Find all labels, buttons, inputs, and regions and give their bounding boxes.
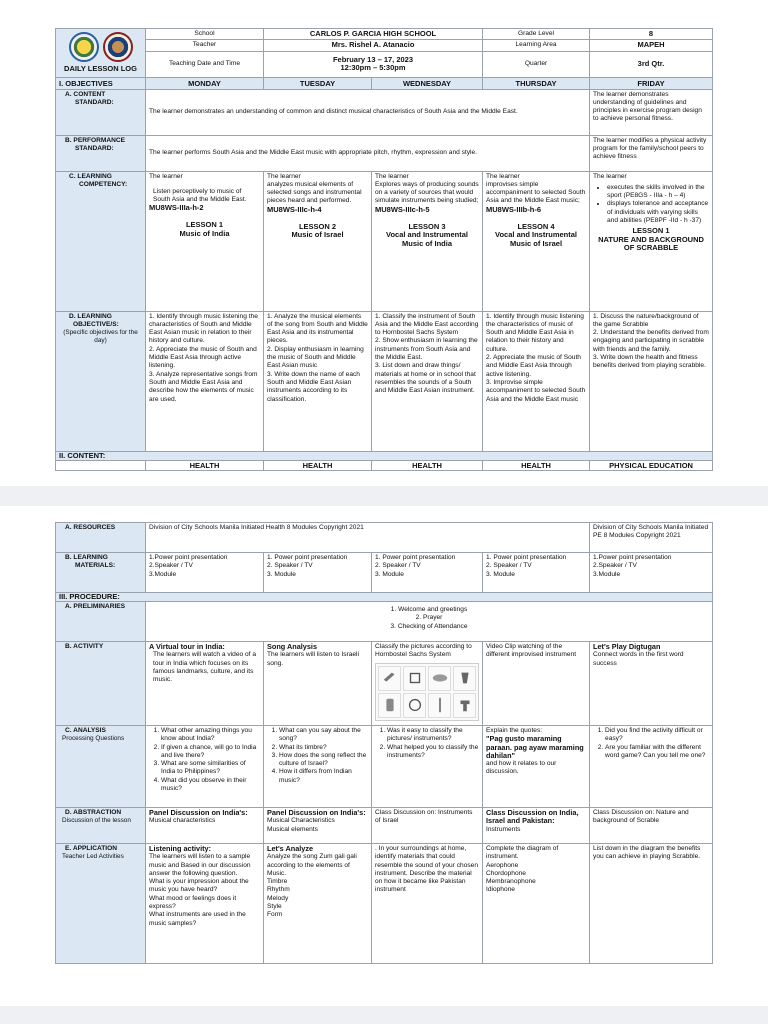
performance-standard-label: B. PERFORMANCE STANDARD: [56, 135, 146, 171]
application-tuesday: Let's Analyze Analyze the song Zum gali gali according to the elements of Music. Timbre Rhythm Melody Style Form [264, 844, 372, 964]
grade-label: Grade Level [483, 29, 590, 40]
instrument-picture [428, 666, 451, 691]
day-monday: MONDAY [146, 77, 264, 89]
materials-label: B. LEARNING MATERIALS: [56, 553, 146, 593]
day-wednesday: WEDNESDAY [372, 77, 483, 89]
application-friday: List down in the diagram the benefits you can achieve in playing Scrabble. [590, 844, 713, 964]
competency-tuesday: The learner analyzes musical elements of selected songs and instrumental pieces heard and performed. MU8WS-IIIc-h-4 LESSON 2 Music of Israel [264, 171, 372, 311]
dll-table-bottom [55, 522, 713, 964]
logo-cell [56, 29, 146, 78]
instrument-pictures [375, 663, 479, 721]
resources-text: Division of City Schools Manila Initiated Health 8 Modules Copyright 2021 [146, 523, 590, 553]
subject-monday: HEALTH [146, 460, 264, 470]
area-value: MAPEH [590, 40, 713, 51]
materials-monday: 1.Power point presentation 2.Speaker / TV 3.Module [146, 553, 264, 593]
page-gap [0, 486, 768, 506]
resources-label: A. RESOURCES [56, 523, 146, 553]
content-standard-friday: The learner demonstrates understanding of guidelines and principles in exercise program design to achieve personal fitness. [590, 89, 713, 135]
activity-tuesday: Song Analysis The learners will listen to Israeli song. [264, 642, 372, 726]
page-1 [0, 0, 768, 486]
analysis-friday: 1. Did you find the activity difficult or easy? 2. Are you familiar with the different word game? Can you tell me one? [590, 726, 713, 808]
content-standard-text: The learner demonstrates an understanding of common and distinct musical characteristics of South Asia and the Middle East. [146, 89, 590, 135]
instrument-picture [378, 693, 401, 718]
materials-friday: 1.Power point presentation 2.Speaker / TV 3.Module [590, 553, 713, 593]
division-seal-logo [69, 32, 99, 62]
page-bottom-gap [0, 1006, 768, 1024]
application-monday: Listening activity: The learners will listen to a sample music and Based in our discussion answer the following question. What is your impression about the music you have heard? What mood or feelings does it express? What instruments are used in the music samples? [146, 844, 264, 964]
performance-standard-text: The learner performs South Asia and the Middle East music with appropriate pitch, rhythm, expression and style. [146, 135, 590, 171]
performance-standard-friday: The learner modifies a physical activity program for the family/school peers to achieve fitness [590, 135, 713, 171]
content-standard-label: A. CONTENT STANDARD: [56, 89, 146, 135]
procedure-heading: III. PROCEDURE: [56, 593, 713, 602]
abstraction-label: D. ABSTRACTION Discussion of the lesson [56, 808, 146, 844]
area-label: Learning Area [483, 40, 590, 51]
abstraction-thursday: Class Discussion on India, Israel and Pakistan: Instruments [483, 808, 590, 844]
abstraction-monday: Panel Discussion on India's: Musical characteristics [146, 808, 264, 844]
objectives-heading: I. OBJECTIVES [56, 77, 146, 89]
competency-wednesday: The learner Explores ways of producing sounds on a variety of sources that would simulate instruments being studied; MU8WS-IIIc-h-5 LESSON 3 Vocal and Instrumental Music of India [372, 171, 483, 311]
objectives-wednesday: 1. Classify the instrument of South Asia and the Middle East according to Hornbostel Sachs System 2. Show enthusiasm in learning the instruments from South Asia and the Middle East. 3. List down and draw things/ materials at home or in school that resembles the sounds of a South and Middle East Asian instrument. [372, 311, 483, 451]
page-2 [0, 506, 768, 1006]
abstraction-wednesday: Class Discussion on: Instruments of Israel [372, 808, 483, 844]
instrument-picture [453, 693, 476, 718]
competency-thursday: The learner improvises simple accompaniment to selected South Asia and the Middle East music; MU8WS-IIIb-h-6 LESSON 4 Vocal and Instrumental Music of Israel [483, 171, 590, 311]
resources-friday: Division of City Schools Manila Initiated PE 8 Modules Copyright 2021 [590, 523, 713, 553]
school-seal-logo [103, 32, 133, 62]
quarter-label: Quarter [483, 51, 590, 77]
subject-friday: PHYSICAL EDUCATION [590, 460, 713, 470]
preliminaries-text: 1. Welcome and greetings 2. Prayer 3. Checking of Attendance [146, 602, 713, 642]
teacher-name: Mrs. Rishel A. Atanacio [264, 40, 483, 51]
day-thursday: THURSDAY [483, 77, 590, 89]
competency-friday: The learner • executes the skills involved in the sport (PE8GS - IIIa - h – 4) • displays tolerance and acceptance of individuals with varying skills and abilities (PE8PF -IId - h -37) LESSON 1 NATURE AND BACKGROUND OF SCRABBLE [590, 171, 713, 311]
analysis-thursday: Explain the quotes: "Pag gusto maraming paraan. pag ayaw maraming dahilan" and how it relates to our discussion. [483, 726, 590, 808]
instrument-picture [378, 666, 401, 691]
activity-label: B. ACTIVITY [56, 642, 146, 726]
instrument-picture [403, 666, 426, 691]
date-value: February 13 – 17, 2023 12:30pm – 5:30pm [264, 51, 483, 77]
objectives-tuesday: 1. Analyze the musical elements of the song from South and Middle East Asia and its instrumental pieces. 2. Display enthusiasm in learning the music of South and Middle East Asian music 3. Write down the name of each South and Middle East Asian instruments according to its classification. [264, 311, 372, 451]
application-label: E. APPLICATION Teacher Led Activities [56, 844, 146, 964]
abstraction-tuesday: Panel Discussion on India's: Musical Characteristics Musical elements [264, 808, 372, 844]
dll-table-top [55, 28, 713, 471]
quarter-value: 3rd Qtr. [590, 51, 713, 77]
day-tuesday: TUESDAY [264, 77, 372, 89]
teacher-label: Teacher [146, 40, 264, 51]
subject-thursday: HEALTH [483, 460, 590, 470]
instrument-picture [403, 693, 426, 718]
day-friday: FRIDAY [590, 77, 713, 89]
objectives-friday: 1. Discuss the nature/background of the game Scrabble 2. Understand the benefits derived from engaging and participating in scrabble with friends and the family. 3. Write down the health and fitness benefits derived from playing scrabble. [590, 311, 713, 451]
instrument-picture [428, 693, 451, 718]
abstraction-friday: Class Discussion on: Nature and background of Scrable [590, 808, 713, 844]
application-wednesday: . In your surroundings at home, identify materials that could resemble the sound of your chosen instrument. Describe the material on how it became like Pakistan instrument [372, 844, 483, 964]
activity-wednesday: Classify the pictures according to Hornbostel Sachs System [372, 642, 483, 726]
school-name: CARLOS P. GARCIA HIGH SCHOOL [264, 29, 483, 40]
activity-thursday: Video Clip watching of the different improvised instrument [483, 642, 590, 726]
content-heading: II. CONTENT: [56, 451, 713, 460]
activity-friday: Let's Play Digtugan Connect words in the first word success [590, 642, 713, 726]
date-label: Teaching Date and Time [146, 51, 264, 77]
competency-label: C. LEARNING COMPETENCY: [56, 171, 146, 311]
subject-wednesday: HEALTH [372, 460, 483, 470]
application-thursday: Complete the diagram of instrument. Aerophone Chordophone Membranophone Idiophone [483, 844, 590, 964]
competency-monday: The learner Listen perceptively to music of South Asia and the Middle East. MU8WS-IIIa-h-2 LESSON 1 Music of India [146, 171, 264, 311]
activity-monday: A Virtual tour in India: The learners will watch a video of a tour in India which focuses on its famous landmarks, culture, and its music. [146, 642, 264, 726]
subject-blank [56, 460, 146, 470]
analysis-label: C. ANALYSIS Processing Questions [56, 726, 146, 808]
objectives-monday: 1. Identify through music listening the characteristics of South and Middle East Asian music in relation to their history and culture. 2. Appreciate the music of South and Middle East Asia through active listening. 3. Analyze representative songs from South and Middle East Asia and describe how the elements of music are used. [146, 311, 264, 451]
analysis-monday: 1. What other amazing things you know about India? 2. If given a chance, will go to India and live there? 3. What are some similarities of India to Philippines? 4. What did you observe in their music? [146, 726, 264, 808]
instrument-picture [453, 666, 476, 691]
analysis-wednesday: 1. Was it easy to classify the pictures/ instruments? 2. What helped you to classify the instruments? [372, 726, 483, 808]
materials-tuesday: 1. Power point presentation 2. Speaker / TV 3. Module [264, 553, 372, 593]
grade-value: 8 [590, 29, 713, 40]
materials-thursday: 1. Power point presentation 2. Speaker / TV 3. Module [483, 553, 590, 593]
preliminaries-label: A. PRELIMINARIES [56, 602, 146, 642]
learning-objectives-label: D. LEARNING OBJECTIVE/S: (Specific objectives for the day) [56, 311, 146, 451]
subject-tuesday: HEALTH [264, 460, 372, 470]
log-title: DAILY LESSON LOG [64, 64, 137, 73]
analysis-tuesday: 1. What can you say about the song? 2. What its timbre? 3. How does the song reflect the culture of Israel? 4. How it differs from Indian music? [264, 726, 372, 808]
objectives-thursday: 1. Identify through music listening the characteristics of music of South and Middle East Asia in relation to their history and culture. 2. Appreciate the music of South and Middle East Asia through active listening. 3. Improvise simple accompaniment to selected South Asia and the Middle East music [483, 311, 590, 451]
materials-wednesday: 1. Power point presentation 2. Speaker / TV 3. Module [372, 553, 483, 593]
school-label: School [146, 29, 264, 40]
